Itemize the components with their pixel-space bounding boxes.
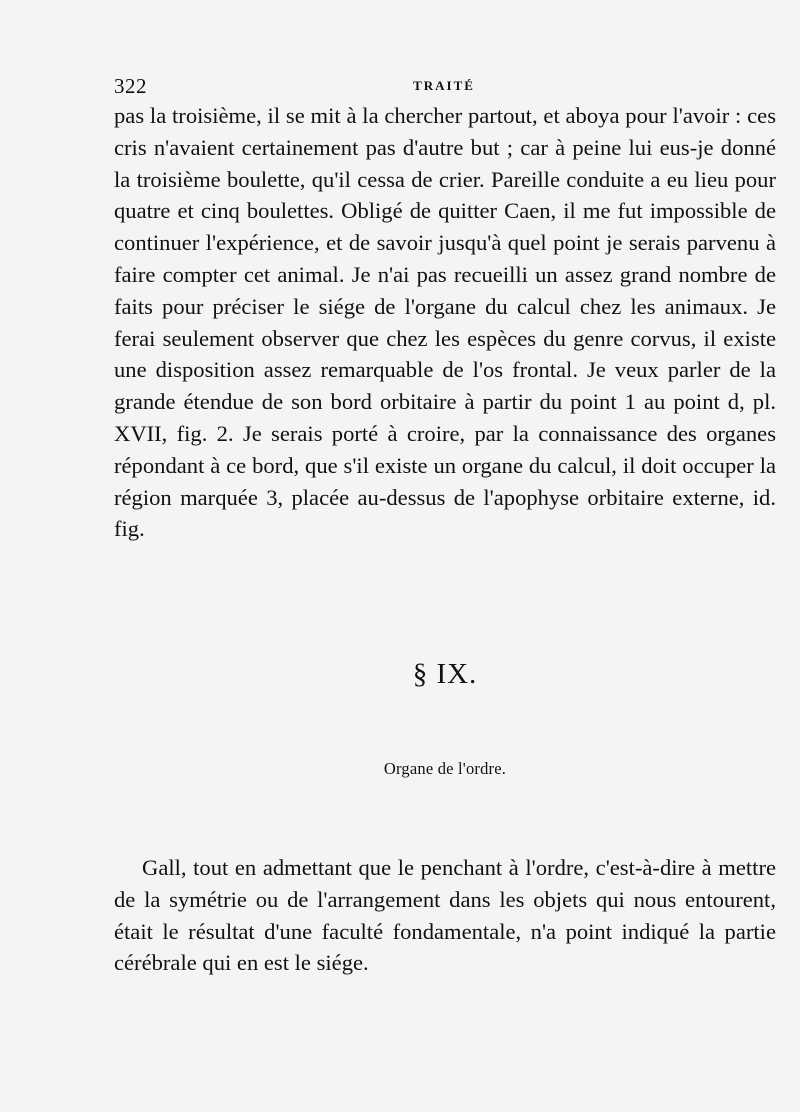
top-paragraph-block bbox=[114, 100, 776, 545]
bottom-paragraph-block bbox=[114, 852, 776, 979]
top-paragraph: pas la troisième, il se mit à la chercher partout, et aboya pour l'avoir : ces cris n'avaient certainement pas d'autre but ; car à peine lui eus-je donné la troisième boulette, qu'il cessa de crier. Pareille conduite a eu lieu pour quatre et cinq boulettes. Obligé de quitter Caen, il me fut impossible de continuer l'expérience, et de savoir jusqu'à quel point je serais parvenu à faire compter cet animal. Je n'ai pas recueilli un assez grand nombre de faits pour préciser le siége de l'organe du calcul chez les animaux. Je ferai seulement observer que chez les espèces du genre corvus, il existe une disposition assez remarquable de l'os frontal. Je veux parler de la grande étendue de son bord orbitaire à partir du point 1 au point d, pl. XVII, fig. 2. Je serais porté à croire, par la connaissance des organes répondant à ce bord, que s'il existe un organe du calcul, il doit occuper la région marquée 3, placée au-dessus de l'apophyse orbitaire externe, id. fig. bbox=[114, 103, 776, 542]
running-head: TRAITÉ bbox=[413, 78, 475, 93]
bottom-paragraph: Gall, tout en admettant que le penchant à l'ordre, c'est-à-dire à mettre de la symétrie ou de l'arrangement dans les objets qui nous entourent, était le résultat d'une faculté fondamentale, n'a point indiqué la partie cérébrale qui en est le siége. bbox=[114, 855, 776, 976]
page-header bbox=[114, 72, 774, 98]
section-subtitle: Organe de l'ordre. bbox=[383, 759, 507, 778]
section-heading: § IX. bbox=[412, 658, 478, 690]
page-number: 322 bbox=[114, 74, 147, 98]
